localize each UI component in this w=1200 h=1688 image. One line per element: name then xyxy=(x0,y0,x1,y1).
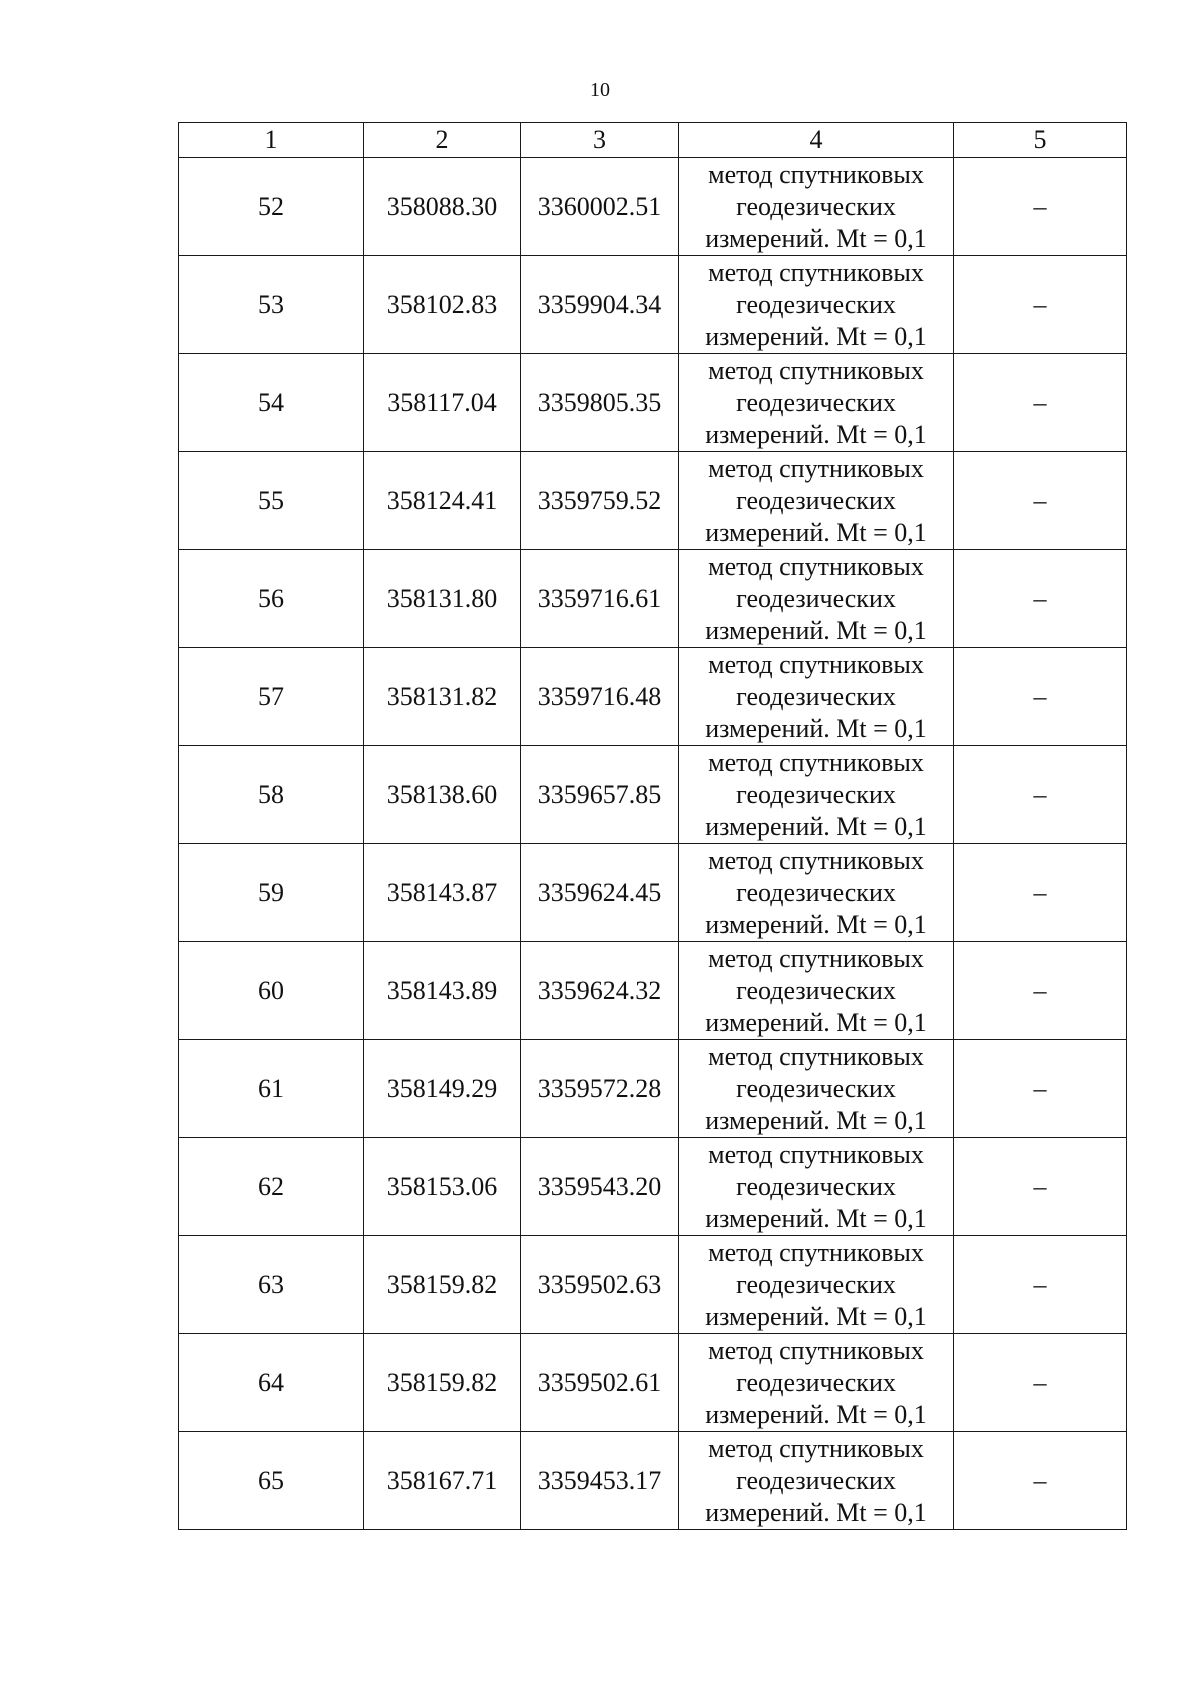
note-cell: – xyxy=(954,1334,1127,1432)
point-number-cell: 65 xyxy=(179,1432,364,1530)
method-line: геодезических xyxy=(736,681,896,711)
method-line: геодезических xyxy=(736,387,896,417)
point-number-cell: 60 xyxy=(179,942,364,1040)
y-coordinate-cell: 3359904.34 xyxy=(521,256,679,354)
y-coordinate-cell: 3359572.28 xyxy=(521,1040,679,1138)
x-coordinate-cell: 358131.82 xyxy=(364,648,521,746)
method-line: геодезических xyxy=(736,1171,896,1201)
method-line: геодезических xyxy=(736,779,896,809)
method-line: измерений. Mt = 0,1 xyxy=(705,1105,927,1135)
note-cell: – xyxy=(954,452,1127,550)
point-number-cell: 53 xyxy=(179,256,364,354)
table-row xyxy=(179,1040,1127,1138)
x-coordinate-cell: 358159.82 xyxy=(364,1334,521,1432)
y-coordinate-cell: 3360002.51 xyxy=(521,158,679,256)
y-coordinate-cell: 3359502.61 xyxy=(521,1334,679,1432)
table-row xyxy=(179,942,1127,1040)
method-line: измерений. Mt = 0,1 xyxy=(705,615,927,645)
table-row xyxy=(179,158,1127,256)
method-line: метод спутниковых xyxy=(708,649,924,679)
method-line: измерений. Mt = 0,1 xyxy=(705,1497,927,1527)
note-cell: – xyxy=(954,158,1127,256)
x-coordinate-cell: 358153.06 xyxy=(364,1138,521,1236)
point-number-cell: 59 xyxy=(179,844,364,942)
y-coordinate-cell: 3359453.17 xyxy=(521,1432,679,1530)
y-coordinate-cell: 3359716.61 xyxy=(521,550,679,648)
method-cell xyxy=(679,1334,954,1432)
method-line: измерений. Mt = 0,1 xyxy=(705,1203,927,1233)
y-coordinate-cell: 3359543.20 xyxy=(521,1138,679,1236)
point-number-cell: 58 xyxy=(179,746,364,844)
method-line: геодезических xyxy=(736,1269,896,1299)
table-row xyxy=(179,452,1127,550)
method-line: геодезических xyxy=(736,1073,896,1103)
method-cell xyxy=(679,844,954,942)
note-cell: – xyxy=(954,1432,1127,1530)
method-line: измерений. Mt = 0,1 xyxy=(705,713,927,743)
method-line: измерений. Mt = 0,1 xyxy=(705,909,927,939)
x-coordinate-cell: 358143.87 xyxy=(364,844,521,942)
column-header-5: 5 xyxy=(954,123,1127,158)
x-coordinate-cell: 358167.71 xyxy=(364,1432,521,1530)
method-line: метод спутниковых xyxy=(708,1433,924,1463)
x-coordinate-cell: 358149.29 xyxy=(364,1040,521,1138)
method-line: метод спутниковых xyxy=(708,1335,924,1365)
x-coordinate-cell: 358102.83 xyxy=(364,256,521,354)
x-coordinate-cell: 358088.30 xyxy=(364,158,521,256)
table-row xyxy=(179,1236,1127,1334)
y-coordinate-cell: 3359716.48 xyxy=(521,648,679,746)
point-number-cell: 62 xyxy=(179,1138,364,1236)
point-number-cell: 64 xyxy=(179,1334,364,1432)
x-coordinate-cell: 358138.60 xyxy=(364,746,521,844)
method-line: метод спутниковых xyxy=(708,257,924,287)
note-cell: – xyxy=(954,942,1127,1040)
x-coordinate-cell: 358159.82 xyxy=(364,1236,521,1334)
x-coordinate-cell: 358117.04 xyxy=(364,354,521,452)
point-number-cell: 54 xyxy=(179,354,364,452)
table-body xyxy=(179,158,1127,1530)
column-header-4: 4 xyxy=(679,123,954,158)
point-number-cell: 52 xyxy=(179,158,364,256)
method-line: метод спутниковых xyxy=(708,845,924,875)
table-row xyxy=(179,256,1127,354)
y-coordinate-cell: 3359624.45 xyxy=(521,844,679,942)
method-line: геодезических xyxy=(736,1367,896,1397)
method-line: геодезических xyxy=(736,191,896,221)
method-cell xyxy=(679,354,954,452)
method-line: измерений. Mt = 0,1 xyxy=(705,223,927,253)
method-line: геодезических xyxy=(736,583,896,613)
point-number-cell: 63 xyxy=(179,1236,364,1334)
point-number-cell: 55 xyxy=(179,452,364,550)
column-header-2: 2 xyxy=(364,123,521,158)
note-cell: – xyxy=(954,1236,1127,1334)
method-line: метод спутниковых xyxy=(708,1237,924,1267)
y-coordinate-cell: 3359502.63 xyxy=(521,1236,679,1334)
table-row xyxy=(179,550,1127,648)
table-header xyxy=(179,123,1127,158)
header-row xyxy=(179,123,1127,158)
method-cell xyxy=(679,1040,954,1138)
method-cell xyxy=(679,942,954,1040)
method-line: метод спутниковых xyxy=(708,551,924,581)
note-cell: – xyxy=(954,648,1127,746)
column-header-3: 3 xyxy=(521,123,679,158)
x-coordinate-cell: 358124.41 xyxy=(364,452,521,550)
method-line: измерений. Mt = 0,1 xyxy=(705,811,927,841)
method-line: метод спутниковых xyxy=(708,747,924,777)
method-line: геодезических xyxy=(736,1465,896,1495)
note-cell: – xyxy=(954,1138,1127,1236)
method-line: метод спутниковых xyxy=(708,943,924,973)
x-coordinate-cell: 358143.89 xyxy=(364,942,521,1040)
table-row xyxy=(179,1432,1127,1530)
coordinates-table xyxy=(178,122,1127,1530)
point-number-cell: 57 xyxy=(179,648,364,746)
column-header-1: 1 xyxy=(179,123,364,158)
method-line: метод спутниковых xyxy=(708,1041,924,1071)
method-line: измерений. Mt = 0,1 xyxy=(705,1007,927,1037)
method-line: геодезических xyxy=(736,877,896,907)
method-line: метод спутниковых xyxy=(708,355,924,385)
note-cell: – xyxy=(954,256,1127,354)
page-number: 10 xyxy=(590,79,610,101)
method-line: измерений. Mt = 0,1 xyxy=(705,517,927,547)
note-cell: – xyxy=(954,1040,1127,1138)
note-cell: – xyxy=(954,550,1127,648)
method-line: геодезических xyxy=(736,289,896,319)
method-cell xyxy=(679,746,954,844)
method-cell xyxy=(679,256,954,354)
method-line: метод спутниковых xyxy=(708,1139,924,1169)
y-coordinate-cell: 3359624.32 xyxy=(521,942,679,1040)
method-line: геодезических xyxy=(736,975,896,1005)
method-cell xyxy=(679,550,954,648)
table-row xyxy=(179,844,1127,942)
method-line: метод спутниковых xyxy=(708,453,924,483)
table-row xyxy=(179,1138,1127,1236)
method-cell xyxy=(679,1236,954,1334)
method-cell xyxy=(679,648,954,746)
method-line: геодезических xyxy=(736,485,896,515)
table-row xyxy=(179,1334,1127,1432)
method-cell xyxy=(679,158,954,256)
y-coordinate-cell: 3359657.85 xyxy=(521,746,679,844)
method-line: измерений. Mt = 0,1 xyxy=(705,321,927,351)
x-coordinate-cell: 358131.80 xyxy=(364,550,521,648)
note-cell: – xyxy=(954,844,1127,942)
point-number-cell: 61 xyxy=(179,1040,364,1138)
method-cell xyxy=(679,1432,954,1530)
method-cell xyxy=(679,452,954,550)
method-line: измерений. Mt = 0,1 xyxy=(705,419,927,449)
table-row xyxy=(179,746,1127,844)
method-line: метод спутниковых xyxy=(708,159,924,189)
method-cell xyxy=(679,1138,954,1236)
y-coordinate-cell: 3359805.35 xyxy=(521,354,679,452)
y-coordinate-cell: 3359759.52 xyxy=(521,452,679,550)
note-cell: – xyxy=(954,354,1127,452)
note-cell: – xyxy=(954,746,1127,844)
table-row xyxy=(179,354,1127,452)
table-row xyxy=(179,648,1127,746)
point-number-cell: 56 xyxy=(179,550,364,648)
method-line: измерений. Mt = 0,1 xyxy=(705,1301,927,1331)
method-line: измерений. Mt = 0,1 xyxy=(705,1399,927,1429)
